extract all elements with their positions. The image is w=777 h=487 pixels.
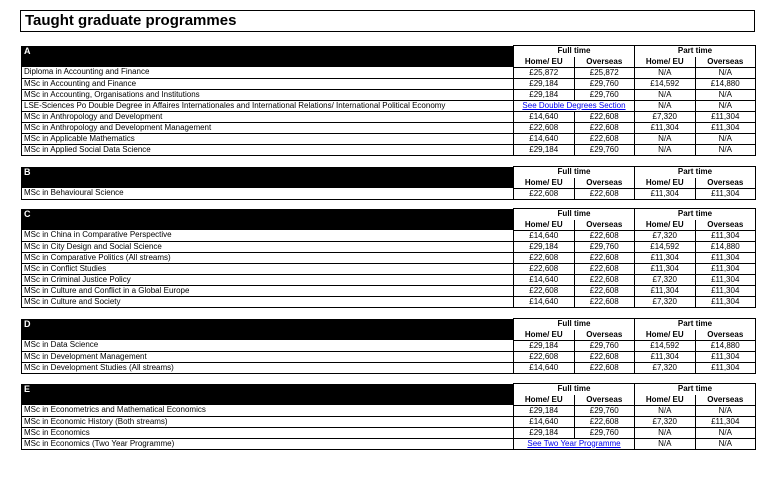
pt-home-fee: £11,304	[635, 122, 696, 133]
ft-home-fee: £22,608	[514, 285, 575, 296]
ft-home-fee: £25,872	[514, 67, 575, 78]
part-time-header: Part time	[635, 46, 756, 57]
section-b	[21, 166, 756, 200]
ft-overseas-fee: £22,608	[574, 252, 635, 263]
ft-home-fee: £29,184	[514, 241, 575, 252]
programme-name: MSc in Comparative Politics (All streams)	[22, 252, 514, 263]
home-eu-header: Home/ EU	[635, 220, 696, 231]
table-row	[22, 67, 756, 78]
ft-home-fee: £29,184	[514, 144, 575, 155]
programme-name: MSc in Anthropology and Development	[22, 111, 514, 122]
pt-overseas-fee: £11,304	[695, 111, 756, 122]
fee-table	[21, 383, 756, 450]
programme-name: MSc in Economic History (Both streams)	[22, 416, 514, 427]
full-time-header: Full time	[514, 384, 635, 395]
section-c	[21, 208, 756, 308]
programme-name: MSc in Econometrics and Mathematical Economics	[22, 405, 514, 416]
pt-overseas-fee: N/A	[695, 427, 756, 438]
section-a	[21, 45, 756, 156]
table-row	[22, 405, 756, 416]
table-row	[22, 241, 756, 252]
ft-overseas-fee: £22,608	[574, 188, 635, 199]
pt-home-fee: £11,304	[635, 351, 696, 362]
table-row	[22, 362, 756, 373]
overseas-header: Overseas	[695, 57, 756, 68]
section-e	[21, 383, 756, 450]
ft-home-fee: £29,184	[514, 89, 575, 100]
home-eu-header: Home/ EU	[514, 395, 575, 406]
table-row	[22, 274, 756, 285]
pt-overseas-fee: N/A	[695, 438, 756, 449]
ft-overseas-fee: £22,608	[574, 263, 635, 274]
pt-overseas-fee: N/A	[695, 144, 756, 155]
programme-name: MSc in Applicable Mathematics	[22, 133, 514, 144]
see-section-link[interactable]: See Double Degrees Section	[522, 100, 626, 110]
pt-overseas-fee: £14,880	[695, 340, 756, 351]
table-row	[22, 122, 756, 133]
full-time-header: Full time	[514, 46, 635, 57]
ft-home-fee: £14,640	[514, 416, 575, 427]
section-letter: D	[22, 319, 514, 330]
table-row	[22, 100, 756, 111]
home-eu-header: Home/ EU	[514, 178, 575, 189]
section-d	[21, 318, 756, 374]
ft-overseas-fee: £25,872	[574, 67, 635, 78]
section-letter: A	[22, 46, 514, 57]
ft-home-fee: £22,608	[514, 188, 575, 199]
programme-name: MSc in Accounting, Organisations and Institutions	[22, 89, 514, 100]
pt-overseas-fee: £14,880	[695, 78, 756, 89]
programme-name: MSc in China in Comparative Perspective	[22, 230, 514, 241]
overseas-header: Overseas	[574, 395, 635, 406]
ft-overseas-fee: £22,608	[574, 274, 635, 285]
pt-home-fee: £7,320	[635, 296, 696, 307]
ft-home-fee: £14,640	[514, 133, 575, 144]
ft-home-fee: £22,608	[514, 351, 575, 362]
pt-home-fee: N/A	[635, 100, 696, 111]
ft-overseas-fee: £22,608	[574, 133, 635, 144]
fee-table	[21, 45, 756, 156]
programme-name: MSc in Conflict Studies	[22, 263, 514, 274]
pt-home-fee: N/A	[635, 89, 696, 100]
fee-table	[21, 318, 756, 374]
table-row	[22, 230, 756, 241]
ft-home-fee: £29,184	[514, 405, 575, 416]
ft-home-fee: £29,184	[514, 340, 575, 351]
part-time-header: Part time	[635, 384, 756, 395]
table-row	[22, 133, 756, 144]
table-row	[22, 111, 756, 122]
overseas-header: Overseas	[574, 178, 635, 189]
pt-overseas-fee: £11,304	[695, 362, 756, 373]
part-time-header: Part time	[635, 167, 756, 178]
ft-home-fee: £22,608	[514, 122, 575, 133]
pt-home-fee: £7,320	[635, 274, 696, 285]
table-row	[22, 263, 756, 274]
full-time-header: Full time	[514, 167, 635, 178]
section-bar	[22, 57, 514, 68]
ft-overseas-fee: £29,760	[574, 405, 635, 416]
pt-overseas-fee: £11,304	[695, 285, 756, 296]
programme-name: MSc in Anthropology and Development Management	[22, 122, 514, 133]
pt-home-fee: £14,592	[635, 340, 696, 351]
see-section-link[interactable]: See Two Year Programme	[527, 438, 621, 448]
home-eu-header: Home/ EU	[635, 330, 696, 341]
pt-home-fee: £7,320	[635, 230, 696, 241]
home-eu-header: Home/ EU	[635, 57, 696, 68]
pt-overseas-fee: £11,304	[695, 351, 756, 362]
table-row	[22, 438, 756, 449]
section-bar	[22, 220, 514, 231]
home-eu-header: Home/ EU	[514, 330, 575, 341]
overseas-header: Overseas	[574, 220, 635, 231]
section-letter: E	[22, 384, 514, 395]
table-row	[22, 285, 756, 296]
ft-overseas-fee: £22,608	[574, 111, 635, 122]
ft-overseas-fee: £22,608	[574, 416, 635, 427]
table-row	[22, 144, 756, 155]
ft-home-fee: £22,608	[514, 263, 575, 274]
section-bar	[22, 395, 514, 406]
overseas-header: Overseas	[695, 220, 756, 231]
pt-home-fee: £7,320	[635, 416, 696, 427]
pt-home-fee: £11,304	[635, 188, 696, 199]
pt-home-fee: £11,304	[635, 263, 696, 274]
ft-overseas-fee: £29,760	[574, 340, 635, 351]
pt-home-fee: £14,592	[635, 241, 696, 252]
ft-home-fee: £14,640	[514, 230, 575, 241]
ft-overseas-fee: £29,760	[574, 89, 635, 100]
ft-overseas-fee: £29,760	[574, 78, 635, 89]
programme-name: MSc in Development Management	[22, 351, 514, 362]
ft-home-fee: £14,640	[514, 362, 575, 373]
pt-overseas-fee: £11,304	[695, 230, 756, 241]
home-eu-header: Home/ EU	[514, 220, 575, 231]
ft-home-fee: £14,640	[514, 296, 575, 307]
pt-overseas-fee: N/A	[695, 405, 756, 416]
programme-name: MSc in Behavioural Science	[22, 188, 514, 199]
table-row	[22, 296, 756, 307]
section-bar	[22, 178, 514, 189]
pt-overseas-fee: N/A	[695, 133, 756, 144]
programme-name: MSc in Economics	[22, 427, 514, 438]
part-time-header: Part time	[635, 319, 756, 330]
ft-overseas-fee: £22,608	[574, 351, 635, 362]
overseas-header: Overseas	[574, 57, 635, 68]
ft-home-fee: £14,640	[514, 274, 575, 285]
pt-overseas-fee: £11,304	[695, 416, 756, 427]
pt-overseas-fee: £11,304	[695, 274, 756, 285]
pt-home-fee: £14,592	[635, 78, 696, 89]
programme-name: Diploma in Accounting and Finance	[22, 67, 514, 78]
overseas-header: Overseas	[574, 330, 635, 341]
programme-name: MSc in Applied Social Data Science	[22, 144, 514, 155]
table-row	[22, 416, 756, 427]
part-time-header: Part time	[635, 209, 756, 220]
ft-home-fee: £22,608	[514, 252, 575, 263]
ft-overseas-fee: £22,608	[574, 296, 635, 307]
pt-overseas-fee: £11,304	[695, 296, 756, 307]
overseas-header: Overseas	[695, 330, 756, 341]
pt-home-fee: £11,304	[635, 285, 696, 296]
full-time-header: Full time	[514, 319, 635, 330]
page-title-box	[20, 10, 755, 32]
pt-home-fee: N/A	[635, 427, 696, 438]
section-bar	[22, 330, 514, 341]
programme-name: MSc in Culture and Society	[22, 296, 514, 307]
table-row	[22, 351, 756, 362]
pt-home-fee: £7,320	[635, 362, 696, 373]
ft-overseas-fee: £22,608	[574, 285, 635, 296]
programme-name: MSc in City Design and Social Science	[22, 241, 514, 252]
programme-name: LSE-Sciences Po Double Degree in Affaires Internationales and International Relations/ International Political Economy	[22, 100, 514, 111]
ft-home-fee: £29,184	[514, 427, 575, 438]
pt-overseas-fee: £11,304	[695, 122, 756, 133]
pt-overseas-fee: N/A	[695, 89, 756, 100]
overseas-header: Overseas	[695, 395, 756, 406]
pt-overseas-fee: £11,304	[695, 252, 756, 263]
home-eu-header: Home/ EU	[635, 395, 696, 406]
fee-link-cell	[514, 100, 635, 111]
table-row	[22, 427, 756, 438]
programme-name: MSc in Economics (Two Year Programme)	[22, 438, 514, 449]
pt-home-fee: N/A	[635, 67, 696, 78]
section-letter: B	[22, 167, 514, 178]
table-row	[22, 188, 756, 199]
programme-name: MSc in Development Studies (All streams)	[22, 362, 514, 373]
pt-overseas-fee: N/A	[695, 67, 756, 78]
pt-overseas-fee: £11,304	[695, 263, 756, 274]
pt-home-fee: £7,320	[635, 111, 696, 122]
ft-overseas-fee: £22,608	[574, 230, 635, 241]
home-eu-header: Home/ EU	[514, 57, 575, 68]
table-row	[22, 78, 756, 89]
overseas-header: Overseas	[695, 178, 756, 189]
ft-overseas-fee: £29,760	[574, 241, 635, 252]
pt-overseas-fee: £11,304	[695, 188, 756, 199]
ft-home-fee: £29,184	[514, 78, 575, 89]
ft-overseas-fee: £22,608	[574, 122, 635, 133]
table-row	[22, 340, 756, 351]
programme-name: MSc in Data Science	[22, 340, 514, 351]
home-eu-header: Home/ EU	[635, 178, 696, 189]
page-title: Taught graduate programmes	[25, 12, 237, 29]
programme-name: MSc in Criminal Justice Policy	[22, 274, 514, 285]
pt-overseas-fee: £14,880	[695, 241, 756, 252]
ft-home-fee: £14,640	[514, 111, 575, 122]
ft-overseas-fee: £29,760	[574, 144, 635, 155]
ft-overseas-fee: £29,760	[574, 427, 635, 438]
table-row	[22, 89, 756, 100]
pt-home-fee: N/A	[635, 133, 696, 144]
ft-overseas-fee: £22,608	[574, 362, 635, 373]
programme-name: MSc in Culture and Conflict in a Global Europe	[22, 285, 514, 296]
programme-name: MSc in Accounting and Finance	[22, 78, 514, 89]
fee-link-cell	[514, 438, 635, 449]
fee-table	[21, 166, 756, 200]
pt-overseas-fee: N/A	[695, 100, 756, 111]
pt-home-fee: N/A	[635, 144, 696, 155]
full-time-header: Full time	[514, 209, 635, 220]
fee-table	[21, 208, 756, 308]
pt-home-fee: N/A	[635, 438, 696, 449]
pt-home-fee: £11,304	[635, 252, 696, 263]
section-letter: C	[22, 209, 514, 220]
table-row	[22, 252, 756, 263]
pt-home-fee: N/A	[635, 405, 696, 416]
